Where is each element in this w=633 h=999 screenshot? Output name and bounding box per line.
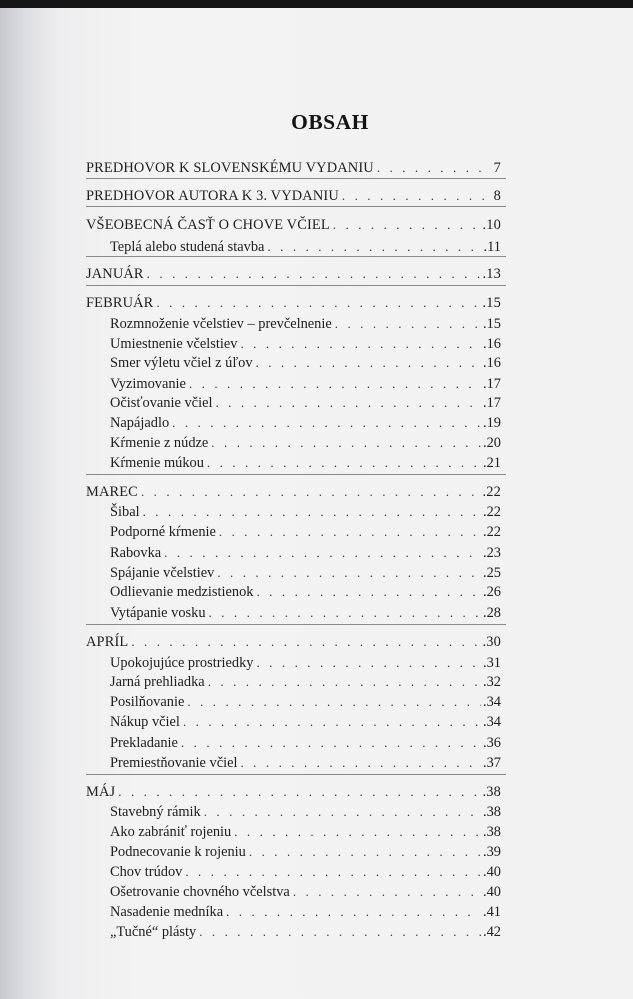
page-number: .13 <box>482 266 501 282</box>
entry-title: Kŕmenie múkou <box>110 455 204 471</box>
dot-leader <box>209 603 481 622</box>
toc-section-entry <box>86 158 501 178</box>
entry-title: Smer výletu včiel z úľov <box>110 355 253 371</box>
dot-leader <box>147 264 481 283</box>
entry-title: Prekladanie <box>110 735 178 751</box>
dot-leader <box>240 334 481 353</box>
dot-leader <box>249 842 481 861</box>
dot-leader <box>226 902 481 921</box>
toc-section-entry <box>86 264 501 284</box>
section-divider <box>86 774 506 775</box>
page-number: .22 <box>483 504 501 520</box>
page-number: .37 <box>483 755 501 771</box>
page-number: .32 <box>483 674 501 690</box>
entry-title: Očisťovanie včiel <box>110 395 213 411</box>
section-divider <box>86 474 506 475</box>
dot-leader <box>335 314 481 333</box>
entry-title: Podnecovanie k rojeniu <box>110 844 246 860</box>
toc-subentry <box>110 353 501 373</box>
toc-subentry <box>110 543 501 563</box>
entry-title: Spájanie včelstiev <box>110 565 215 581</box>
page-number: .15 <box>483 316 501 332</box>
page-number: .34 <box>483 714 501 730</box>
toc-subentry <box>110 522 501 542</box>
entry-title: Napájadlo <box>110 415 170 431</box>
entry-title: FEBRUÁR <box>86 295 154 311</box>
toc-subentry <box>110 753 501 773</box>
toc-subentry <box>110 882 501 902</box>
dot-leader <box>217 563 481 582</box>
toc-section-entry <box>86 186 501 206</box>
dot-leader <box>118 782 480 801</box>
entry-title: Nákup včiel <box>110 714 180 730</box>
book-page <box>0 8 633 999</box>
page-number: .20 <box>483 435 501 451</box>
dot-leader <box>211 433 481 452</box>
dot-leader <box>183 712 481 731</box>
page-number: .17 <box>483 395 501 411</box>
entry-title: JANUÁR <box>86 266 144 282</box>
section-divider <box>86 624 506 625</box>
toc-section-entry <box>86 293 501 313</box>
toc-subentry <box>110 822 501 842</box>
toc-subentry <box>110 802 501 822</box>
toc-subentry <box>110 374 501 394</box>
dot-leader <box>208 672 481 691</box>
dot-leader <box>207 453 481 472</box>
dot-leader <box>156 293 480 312</box>
page-number: .17 <box>483 376 501 392</box>
toc-subentry <box>110 582 501 602</box>
page-number: .41 <box>483 904 501 920</box>
entry-title: VŠEOBECNÁ ČASŤ O CHOVE VČIEL <box>86 217 330 233</box>
page-number: .28 <box>483 605 501 621</box>
toc-section-entry <box>86 632 501 652</box>
page-number: .21 <box>483 455 501 471</box>
entry-title: Rabovka <box>110 545 162 561</box>
page-number: .34 <box>483 694 501 710</box>
page-number: .16 <box>483 355 501 371</box>
dot-leader <box>187 692 481 711</box>
entry-title: Stavebný rámik <box>110 804 201 820</box>
entry-title: „Tučné“ plásty <box>110 924 197 940</box>
dot-leader <box>256 653 481 672</box>
entry-title: Podporné kŕmenie <box>110 524 216 540</box>
entry-title: Vytápanie vosku <box>110 605 206 621</box>
page-number: .40 <box>483 864 501 880</box>
page-title: OBSAH <box>291 110 369 134</box>
page-number: .39 <box>483 844 501 860</box>
entry-title: Ako zabrániť rojeniu <box>110 824 232 840</box>
page-number: 7 <box>493 160 501 176</box>
entry-title: Posilňovanie <box>110 694 185 710</box>
entry-title: Rozmnoženie včelstiev – prevčelnenie <box>110 316 332 332</box>
entry-title: PREDHOVOR K SLOVENSKÉMU VYDANIU <box>86 160 374 176</box>
toc-subentry <box>110 413 501 433</box>
entry-title: Nasadenie medníka <box>110 904 224 920</box>
toc-subentry <box>110 842 501 862</box>
toc-section-entry <box>86 782 501 802</box>
page-number: .38 <box>483 804 501 820</box>
section-divider <box>86 256 506 257</box>
dot-leader <box>256 353 481 372</box>
page-number: .11 <box>483 239 501 255</box>
dot-leader <box>377 158 492 177</box>
entry-title: MAREC <box>86 484 138 500</box>
toc-subentry <box>110 653 501 673</box>
dot-leader <box>141 482 481 501</box>
dot-leader <box>131 632 480 651</box>
toc-subentry <box>110 334 501 354</box>
dot-leader <box>234 822 481 841</box>
dot-leader <box>267 237 481 256</box>
entry-title: Jarná prehliadka <box>110 674 205 690</box>
dot-leader <box>342 186 492 205</box>
dot-leader <box>256 582 481 601</box>
entry-title: PREDHOVOR AUTORA K 3. VYDANIU <box>86 188 339 204</box>
dot-leader <box>181 733 481 752</box>
section-divider <box>86 178 506 179</box>
page-number: .15 <box>482 295 501 311</box>
toc-subentry <box>110 862 501 882</box>
toc-subentry <box>110 712 501 732</box>
entry-title: Umiestnenie včelstiev <box>110 336 238 352</box>
dot-leader <box>143 502 481 521</box>
dot-leader <box>219 522 481 541</box>
dot-leader <box>215 393 481 412</box>
page-number: .26 <box>483 584 501 600</box>
dot-leader <box>204 802 481 821</box>
entry-title: APRÍL <box>86 634 129 650</box>
entry-title: Odlievanie medzistienok <box>110 584 254 600</box>
dot-leader <box>172 413 481 432</box>
section-divider <box>86 206 506 207</box>
toc-section-entry <box>86 215 501 235</box>
dot-leader <box>185 862 481 881</box>
toc-subentry <box>110 393 501 413</box>
toc-subentry <box>110 692 501 712</box>
entry-title: Teplá alebo studená stavba <box>110 239 265 255</box>
dot-leader <box>333 215 481 234</box>
section-divider <box>86 285 506 286</box>
dot-leader <box>164 543 481 562</box>
entry-title: Kŕmenie z núdze <box>110 435 209 451</box>
table-of-contents <box>0 8 633 999</box>
dot-leader <box>199 922 481 941</box>
page-number: .30 <box>482 634 501 650</box>
page-number: .10 <box>482 217 501 233</box>
page-number: .19 <box>483 415 501 431</box>
toc-subentry <box>110 314 501 334</box>
entry-title: Premiestňovanie včiel <box>110 755 238 771</box>
page-number: .38 <box>482 784 501 800</box>
page-number: .40 <box>483 884 501 900</box>
dot-leader <box>293 882 481 901</box>
entry-title: Šibal <box>110 504 140 520</box>
toc-subentry <box>110 502 501 522</box>
page-number: .23 <box>483 545 501 561</box>
dot-leader <box>240 753 481 772</box>
toc-subentry <box>110 603 501 623</box>
page-number: .22 <box>482 484 501 500</box>
entry-title: Upokojujúce prostriedky <box>110 655 254 671</box>
toc-subentry <box>110 672 501 692</box>
toc-subentry <box>110 733 501 753</box>
page-number: .42 <box>483 924 501 940</box>
toc-subentry <box>110 563 501 583</box>
entry-title: Ošetrovanie chovného včelstva <box>110 884 290 900</box>
toc-subentry <box>110 902 501 922</box>
toc-subentry <box>110 433 501 453</box>
page-number: .25 <box>483 565 501 581</box>
page-number: .38 <box>483 824 501 840</box>
toc-subentry <box>110 922 501 942</box>
toc-section-entry <box>86 482 501 502</box>
page-number: .22 <box>483 524 501 540</box>
page-number: 8 <box>493 188 501 204</box>
entry-title: Vyzimovanie <box>110 376 186 392</box>
toc-subentry <box>110 237 501 257</box>
page-number: .36 <box>483 735 501 751</box>
page-number: .16 <box>483 336 501 352</box>
entry-title: Chov trúdov <box>110 864 183 880</box>
toc-subentry <box>110 453 501 473</box>
page-number: .31 <box>483 655 501 671</box>
dot-leader <box>189 374 481 393</box>
entry-title: MÁJ <box>86 784 116 800</box>
